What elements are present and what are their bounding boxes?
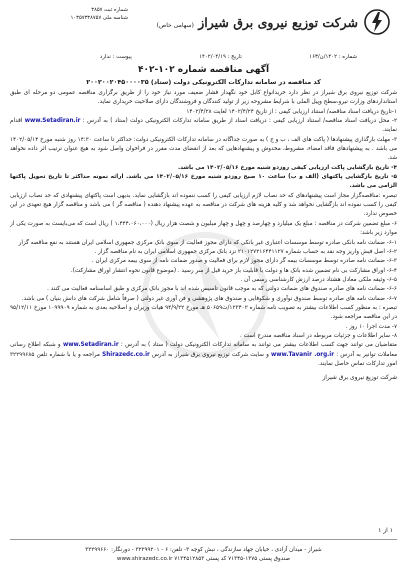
item-7: ۷- مدت اجرا ۱۰ روز . bbox=[345, 323, 397, 330]
letter-date-value: ۱۴۰۲/۰۴/۱۹ bbox=[199, 54, 226, 60]
item-6: ۶- مبلغ تضمین شرکت در مناقصه : مبلغ یک میلیارد و چهارصد و چهل و چهار میلیون و شصت هزار ریال (۱،۴۴۴،۰۶۰،۰۰۰ ) ریال است که می‌بایست به صورت یکی از موارد زیر باشد: bbox=[10, 220, 397, 237]
item-4: ۴- تاریخ بازگشایی پاکت ارزیابی کیفی روزدو شنبه مورخ ۱۴۰۲/۰۵/۱۶ می باشد. bbox=[177, 164, 397, 171]
letter-date bbox=[199, 54, 242, 60]
item-1: ۱-تاریخ دریافت اسناد مناقصه/ استناد ارزیابی کیفی : از تاریخ ۱۴۰۲/۴/۲۴ لغایت ۱۴۰۲/۴/۲۸ bbox=[186, 108, 397, 115]
website-link[interactable]: www.Setadiran.ir bbox=[24, 118, 81, 125]
item-6-2: ۶-۲- اصل فیش واریز وجه نقد به حساب شماره ۲۱۰۱۲۷۲۱۶۴۴۱۱۲۷ نزد بانک مرکزی جمهوری اسلامی ایران به نام مناقصه گزار . bbox=[94, 248, 397, 255]
item-6-3: ۶-۳- ضمانت نامه صادره توسط موسسات بیمه گر دارای مجوز لازم برای فعالیت و صدور ضمانت نامه از سوی بیمه مرکزی ایران . bbox=[91, 258, 397, 265]
closing-signature: شرکت توزیع نیروی برق شیراز bbox=[322, 375, 397, 382]
tender-title: آگهی مناقصه شماره ۱۰۲-۴۰۲ bbox=[137, 65, 270, 75]
note-2: تبصره : به منظور کسب اطلاعات بیشتر به تصویب نامه شماره ۱۲۳۴۰۲/ت۵۰۶۵۹ هـ مورخ ۹۴/۹/۲۲ هیات وزیران و اصلاحیه بعدی به شماره ۱۰۹۹۹۰۹ مورخ ۹۵/۱۲/۱۱ در این مناقصه مراجعه شود. bbox=[10, 304, 397, 321]
letter-number bbox=[309, 54, 357, 60]
item-6-5: ۶-۵- وثیقه ملکی معادل هشتاد درصد ارزش کارشناسی رسمی آن . bbox=[240, 276, 397, 283]
tender-code: کد مناقصه در سامانه تدارکات الکترونیکی دولت (ستاد) ۲۰۰۲۰۰۲۰۴۵۰۰۰۰۳۵ bbox=[86, 78, 321, 86]
item-2: ۲- محل دریافت اسناد مناقصه/ استناد ارزیابی کیفی : دریافت اسناد از طریق سامانه تدارکات الکترونیکی دولت (ستاد ) به آدرس : www.Setadiran.ir اقدام نمایند. bbox=[10, 118, 397, 134]
attachment-label: پیوست : bbox=[112, 54, 132, 60]
item-6-7: ۶-۷- ضمانت نامه های صادره توسط صندوق نوآوری و شکوفایی و صندوق های پژوهشی و فن آوری غیر دولتی ( صرفاً شامل شرکت های دانش بنیان ) می باشد. bbox=[21, 295, 397, 302]
registration-number: شماره ثبت ۳۸۵۷ bbox=[91, 7, 128, 13]
item-6-1: ۶-۱- ضمانت نامه بانکی صادره توسط موسسات اعتباری غیر بانکی که دارای مجوز فعالیت از سوی بانک مرکزی جمهوری اسلامی ایران هستند به نفع مناقصه گزار bbox=[18, 239, 397, 246]
note-1: تبصره :مناقصه‌گزار مجاز است پیشنهادهای که حد نصاب لازم ارزیابی کیفی را کسب ننموده اند بازگشایی نماید. بدیهی است پاکتهای پیشنهادی که حد نصاب ارزیابی کیفی را کسب نموده اند بازگشایی نخواهد شد و کلیه هزینه های شرکت در مناقصه به عهده پیشنهاد دهنده ( مناقصه گر ) می باشد و مناقصه گزار هیچ تعهدی در این خصوص ندارد. bbox=[10, 192, 397, 218]
item-6-4: ۶-۴- اوراق مشارکت بی نام تضمین شده بانک ها و دولت با قابلیت باز خرید قبل از سر رسید . (موضوع قانون نحوه انتشار اوراق مشارکت). bbox=[70, 267, 397, 274]
footer-address: شیراز - میدان آزادی ، خیابان جهاد سازندگی ، نبش کوچه ۳- تلفن: ۶ - ۳۲۲۹۹۲۰۱ - دورنگار: ۳۲۲۹۹۶۶۰ bbox=[85, 547, 322, 553]
attachment-value: ندارد bbox=[100, 54, 111, 60]
letter-meta bbox=[10, 54, 397, 60]
website-link[interactable]: www.Setadiran.ir bbox=[62, 342, 119, 349]
website-link[interactable]: www.Tavanir .org.ir bbox=[270, 351, 335, 358]
intro-paragraph: شرکت توزیع نیروی برق شیراز در نظر دارد خریدانواع کابل خود نگهدار فشار ضعیف مورد نیاز خود را از طریق برگزاری مناقصه عمومی دو مرحله ای طبق استانداردهای وزارت نیرو،سطح وپیل الملی با شرایط مشروحه زیر از تولید کنندگان و فروشندگان دارای صلاحیت خریداری نماید. bbox=[10, 90, 397, 106]
company-name-text: شرکت توزیع نیروی برق شیراز bbox=[198, 14, 358, 30]
page-number: ۱ از ۱ bbox=[378, 527, 393, 534]
company-brand bbox=[157, 8, 391, 36]
registration-info bbox=[10, 6, 128, 22]
item-8: ۸- سایر اطلاعات و جزئیات مربوطه در اسناد مناقصه مندرج است . bbox=[240, 332, 397, 339]
tender-body bbox=[10, 89, 397, 369]
letter-attachment bbox=[100, 54, 132, 60]
letter-number-value: ۱۴۰۲/ن/۱۶۳ bbox=[309, 54, 338, 60]
company-logo-icon bbox=[363, 8, 391, 36]
website-link[interactable]: Shirazedc.co.ir bbox=[102, 351, 150, 358]
national-id: شناسه ملی ۱۰۳۵۷۳۳۸۷۵۷ bbox=[70, 15, 128, 21]
letter-date-label: تاریخ : bbox=[227, 54, 242, 60]
footer-postal: صندوق پستی ۱۳۷۵-۷۱۳۴۵ کد پستی ۷۱۳۴۵۱۲۸۵۳ www.shirazedc.co.ir bbox=[116, 556, 291, 562]
item-5: ۵- تاریخ بازگشایی پاکتهای (الف و ب) ساعت ۱۰ صبح روزدو شنبه مورخ ۱۴۰۲/۰۵/۱۶ می باشد. ارائه نمونه حداکثر تا تاریخ تحویل پاکتها الزامی می باشد. bbox=[10, 174, 397, 190]
item-3: ۳- مهلت بارگذاری پیشنهادها ( پاکت های الف ، ب و ج ) به صورت جداگانه در سامانه تدارکات الکترونیکی دولت: حداکثر تا ساعت ۱۴:۳۰ روز شنبه مورخ ۱۴۰۲/۰۵/۱۴ می باشد . به پیشنهادهای فاقد امضاء، مشروط، مخدوش و پیشنهادهایی که بعد از انقضای مدت مقرر در فراخوان واصل شود به هیچ عنوان ترتیب اثر داده نخواهد شد. bbox=[10, 136, 398, 162]
letter-number-label: شماره : bbox=[338, 54, 357, 60]
letterhead bbox=[10, 6, 397, 52]
item-6-6: ۶-۶- ضمانت نامه های صادره صندوق های ضمانت دولتی که به موجب قانون تاسیس شده اند با مجوز بانک مرکزی و طبق اساسنامه فعالیت می کنند . bbox=[47, 286, 397, 293]
company-type: (سهامی خاص) bbox=[156, 21, 194, 29]
contact-paragraph: متقاضیان می توانند جهت کسب اطلاعات بیشتر می توانند به سامانه تدارکات الکترونیکی دولت ( ستاد ) به آدرس : www.Setadiran.ir و شبکه اطلاع رسانی معاملات توانیر به آدرس : www.Tavanir .org.ir و سایت شرکت توزیع نیروی برق شیراز به آدرس Shirazedc.co.ir مراجعه و یا با شماره تلفن ۳۲۲۹۹۶۸۵ امور تدارکات تماس حاصل نمایند. bbox=[10, 342, 398, 367]
footer bbox=[10, 546, 397, 564]
company-name bbox=[157, 15, 358, 30]
footer-divider bbox=[10, 539, 397, 540]
